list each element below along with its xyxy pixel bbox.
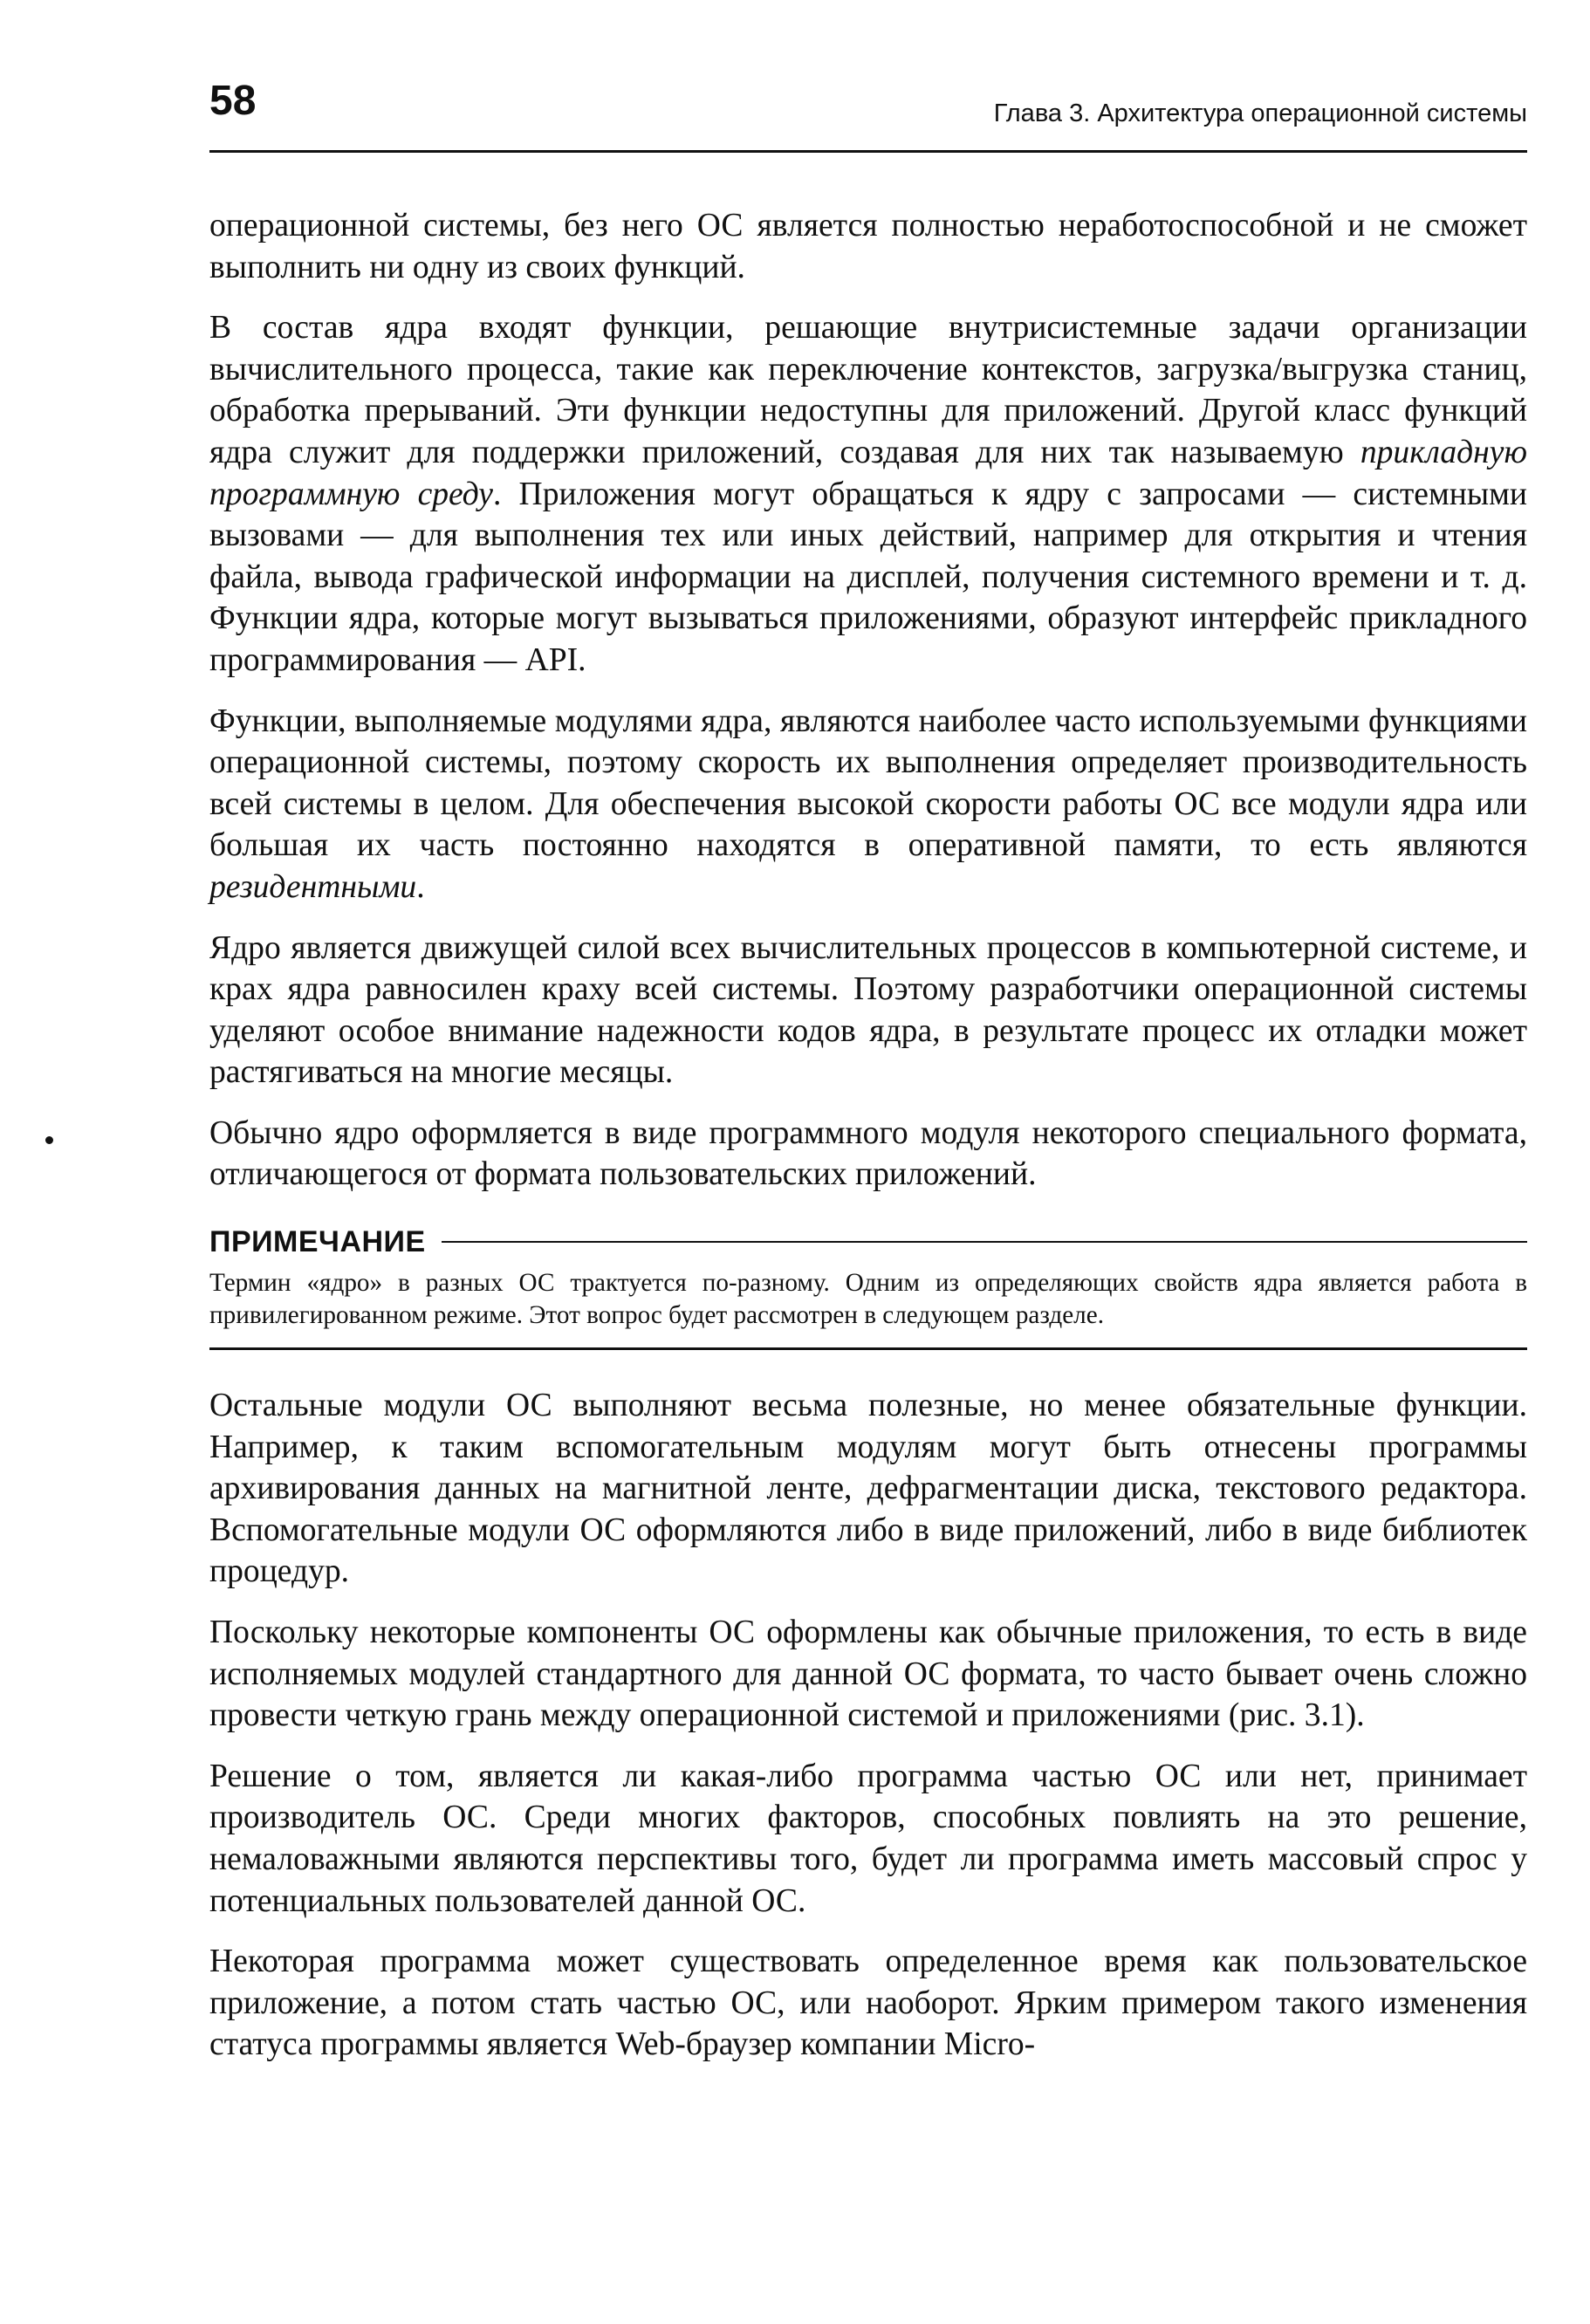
- page-body: [209, 205, 1527, 2066]
- note-text: Термин «ядро» в разных ОС трактуется по-разному. Одним из определяющих свойств ядра является работа в привилегированном режиме. Этот вопрос будет рассмотрен в следующем разделе.: [209, 1269, 1527, 1330]
- book-page: [209, 79, 1527, 2085]
- term-resident: резидентными: [209, 868, 417, 905]
- paragraph-3: [209, 701, 1527, 908]
- note-box: [209, 1227, 1527, 1350]
- paragraph-2: [209, 307, 1527, 681]
- paragraph-4: Ядро является движущей силой всех вычислительных процессов в компьютерной системе, и крах ядра равносилен краху всей системы. Поэтому разработчики операционной системы уделяют особое внимание надежности кодов ядра, в результате процесс их отладки может растягиваться на многие месяцы.: [209, 929, 1527, 1091]
- term-applied-software-environment: прикладную программную среду: [209, 434, 1527, 512]
- paragraph-8: Решение о том, является ли какая-либо программа частью ОС или нет, принимает производитель ОС. Среди многих факторов, способных повлиять на это решение, немаловажными являются перспективы того, будет ли программа иметь массовый спрос у потенциальных пользователей данной ОС.: [209, 1758, 1527, 1919]
- paragraph-1: операционной системы, без него ОС является полностью неработоспособной и не сможет выполнить ни одну из своих функций.: [209, 208, 1527, 285]
- paragraph-2-text-a: В состав ядра входят функции, решающие внутрисистемные задачи организации вычислительного процесса, такие как переключение контекстов, загрузка/выгрузка станиц, обработка прерываний. Эти функции недоступны для приложений. Другой класс функций ядра служит для поддержки приложений, создавая для них так называемую: [209, 310, 1527, 470]
- paragraph-9: Некоторая программа может существовать определенное время как пользовательское приложение, а потом стать частью ОС, или наоборот. Ярким примером такого изменения статуса программы является Web-браузер компании Micro-: [209, 1944, 1527, 2063]
- paragraph-2-text-b: . Приложения могут обращаться к ядру с запросами — системными вызовами — для выполнения тех или иных действий, например для открытия и чтения файла, вывода графической информации на дисплей, получения системного времени и т. д. Функции ядра, которые могут вызываться приложениями, образуют интерфейс прикладного программирования — API.: [209, 476, 1528, 678]
- page-number: 58: [209, 78, 257, 124]
- paragraph-6: Остальные модули ОС выполняют весьма полезные, но менее обязательные функции. Например, к таким вспомогательным модулям могут быть отнесены программы архивирования данных на магнитной ленте, дефрагментации диска, текстового редактора. Вспомогательные модули ОС оформляются либо в виде приложений, либо в виде библиотек процедур.: [209, 1388, 1527, 1590]
- margin-dot: [45, 1136, 53, 1144]
- paragraph-3-text-b: .: [416, 868, 425, 905]
- running-head: Глава 3. Архитектура операционной системы: [993, 99, 1527, 127]
- note-header: [209, 1227, 1527, 1257]
- note-label: ПРИМЕЧАНИЕ: [209, 1225, 426, 1259]
- paragraph-3-text-a: Функции, выполняемые модулями ядра, являются наиболее часто используемыми функциями операционной системы, поэтому скорость их выполнения определяет производительность всей системы в целом. Для обеспечения высокой скорости работы ОС все модули ядра или большая их часть постоянно находятся в оперативной памяти, то есть являются: [209, 703, 1527, 864]
- paragraph-7: Поскольку некоторые компоненты ОС оформлены как обычные приложения, то есть в виде исполняемых модулей стандартного для данной ОС формата, то часто бывает очень сложно провести четкую грань между операционной системой и приложениями (рис. 3.1).: [209, 1614, 1527, 1734]
- note-top-rule: [442, 1241, 1527, 1243]
- note-bottom-rule: [209, 1347, 1527, 1350]
- page-header: [209, 79, 1527, 153]
- paragraph-5: Обычно ядро оформляется в виде программного модуля некоторого специального формата, отличающегося от формата пользовательских приложений.: [209, 1114, 1527, 1193]
